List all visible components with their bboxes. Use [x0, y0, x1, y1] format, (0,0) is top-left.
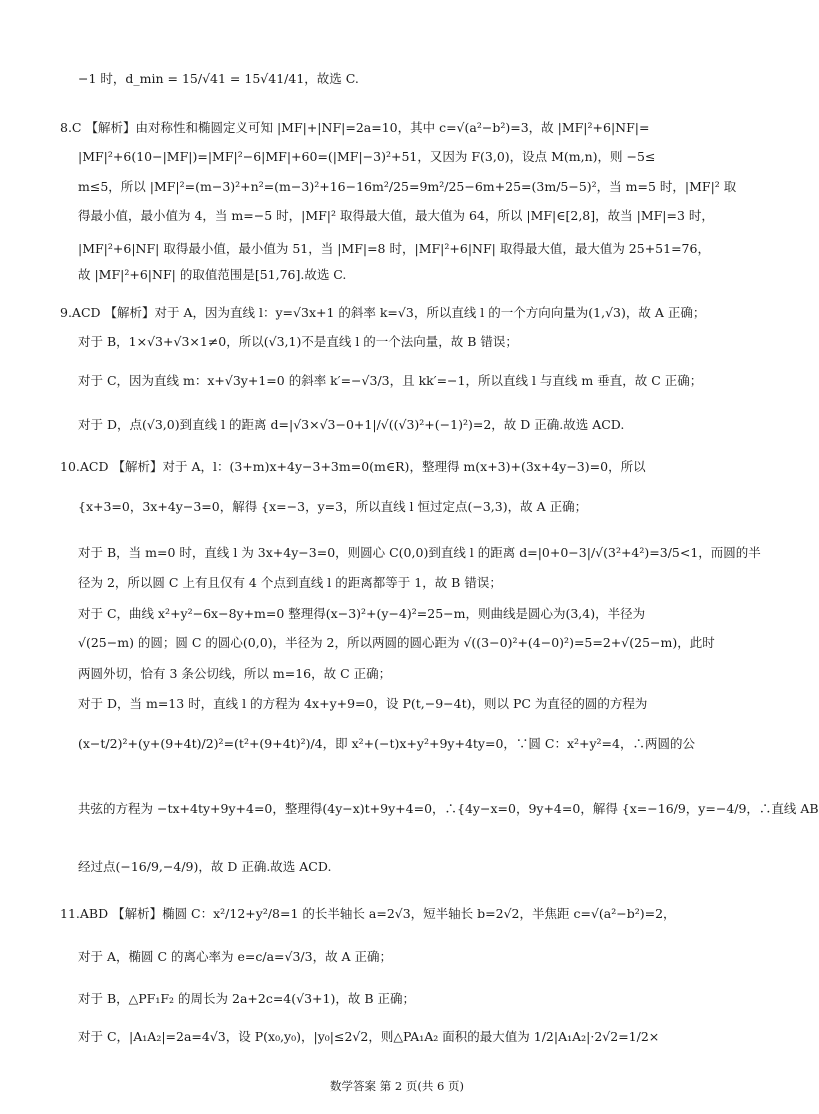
text-line: 故 |MF|²+6|NF| 的取值范围是[51,76].故选 C. [78, 267, 347, 282]
text-line: {x+3=0，3x+4y−3=0，解得 {x=−3，y=3，所以直线 l 恒过定点(−3,3)，故 A 正确； [78, 499, 588, 514]
text-line: 对于 D，点(√3,0)到直线 l 的距离 d=|√3×√3−0+1|/√((√3)²+(−1)²)=2，故 D 正确.故选 ACD. [78, 417, 625, 432]
text-line: |MF|²+6(10−|MF|)=|MF|²−6|MF|+60=(|MF|−3)²+51，又因为 F(3,0)，设点 M(m,n)，则 −5≤ [78, 149, 656, 164]
text-line: 对于 C，曲线 x²+y²−6x−8y+m=0 整理得(x−3)²+(y−4)²=25−m，则曲线是圆心为(3,4)，半径为 [78, 606, 646, 621]
text-line: 对于 B，1×√3+√3×1≠0，所以(√3,1)不是直线 l 的一个法向量，故 B 错误； [78, 334, 518, 349]
text-line: 共弦的方程为 −tx+4ty+9y+4=0，整理得(4y−x)t+9y+4=0，∴{4y−x=0，9y+4=0，解得 {x=−16/9，y=−4/9，∴直线 AB [78, 801, 819, 816]
text-line: 两圆外切，恰有 3 条公切线，所以 m=16，故 C 正确； [78, 666, 392, 681]
text-line: 对于 B，△PF₁F₂ 的周长为 2a+2c=4(√3+1)，故 B 正确； [78, 991, 415, 1006]
text-line: −1 时，d_min = 15/√41 = 15√41/41，故选 C. [78, 71, 359, 86]
text-line: 10.ACD 【解析】对于 A，l：(3+m)x+4y−3+3m=0(m∈R)，整理得 m(x+3)+(3x+4y−3)=0，所以 [60, 459, 646, 474]
text-line: 9.ACD 【解析】对于 A，因为直线 l：y=√3x+1 的斜率 k=√3，所以直线 l 的一个方向向量为(1,√3)，故 A 正确； [60, 305, 706, 320]
text-line: 11.ABD 【解析】椭圆 C：x²/12+y²/8=1 的长半轴长 a=2√3，短半轴长 b=2√2，半焦距 c=√(a²−b²)=2， [60, 906, 676, 921]
text-line: m≤5，所以 |MF|²=(m−3)²+n²=(m−3)²+16−16m²/25=9m²/25−6m+25=(3m/5−5)²，当 m=5 时，|MF|² 取 [78, 179, 737, 194]
text-line: 对于 B，当 m=0 时，直线 l 为 3x+4y−3=0，则圆心 C(0,0)到直线 l 的距离 d=|0+0−3|/√(3²+4²)=3/5<1，而圆的半 [78, 545, 761, 560]
text-line: √(25−m) 的圆；圆 C 的圆心(0,0)，半径为 2，所以两圆的圆心距为 √((3−0)²+(4−0)²)=5=2+√(25−m)，此时 [78, 635, 715, 650]
text-line: 8.C 【解析】由对称性和椭圆定义可知 |MF|+|NF|=2a=10，其中 c=√(a²−b²)=3，故 |MF|²+6|NF|= [60, 120, 650, 135]
text-line: 对于 C，因为直线 m：x+√3y+1=0 的斜率 k′=−√3/3，且 kk′=−1，所以直线 l 与直线 m 垂直，故 C 正确； [78, 373, 703, 388]
text-line: 经过点(−16/9,−4/9)，故 D 正确.故选 ACD. [78, 859, 332, 874]
page-footer: 数学答案 第 2 页(共 6 页) [330, 1079, 464, 1093]
text-line: 得最小值，最小值为 4，当 m=−5 时，|MF|² 取得最大值，最大值为 64，所以 |MF|∈[2,8]，故当 |MF|=3 时， [78, 208, 714, 223]
text-line: |MF|²+6|NF| 取得最小值，最小值为 51，当 |MF|=8 时，|MF|²+6|NF| 取得最大值，最大值为 25+51=76， [78, 241, 710, 256]
text-line: 对于 C，|A₁A₂|=2a=4√3，设 P(x₀,y₀)，|y₀|≤2√2，则△PA₁A₂ 面积的最大值为 1/2|A₁A₂|·2√2=1/2× [78, 1029, 660, 1044]
text-line: 径为 2，所以圆 C 上有且仅有 4 个点到直线 l 的距离都等于 1，故 B 错误； [78, 575, 502, 590]
text-line: (x−t/2)²+(y+(9+4t)/2)²=(t²+(9+4t)²)/4，即 x²+(−t)x+y²+9y+4ty=0，∵圆 C：x²+y²=4，∴两圆的公 [78, 736, 695, 751]
text-line: 对于 A，椭圆 C 的离心率为 e=c/a=√3/3，故 A 正确； [78, 949, 393, 964]
text-line: 对于 D，当 m=13 时，直线 l 的方程为 4x+y+9=0，设 P(t,−9−4t)，则以 PC 为直径的圆的方程为 [78, 696, 648, 711]
